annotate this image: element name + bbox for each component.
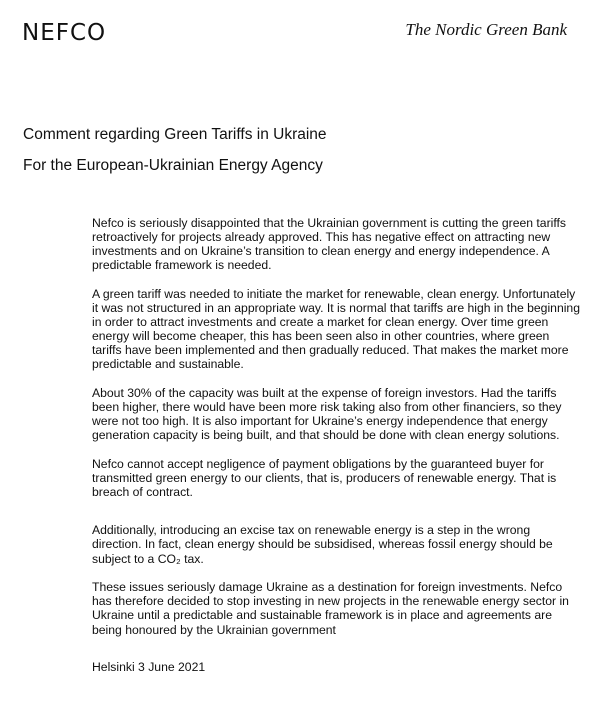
document-subtitle: For the European-Ukrainian Energy Agency [23,157,323,174]
paragraph: These issues seriously damage Ukraine as a destination for foreign investments. Nefco has therefore decided to stop investing in new projects in the renewable energy sector in Ukraine until a predictable and sustainable framework is in place and agreements are being honoured by the Ukrainian government [92,580,569,637]
document-title: Comment regarding Green Tariffs in Ukraine [23,126,327,143]
nefco-logo: NEFCO [22,20,107,46]
paragraph: About 30% of the capacity was built at the expense of foreign investors. Had the tariffs been higher, there would have been more risk taking also from other financiers, so they were not too high. It is also important for Ukraine’s energy independence that energy generation capacity is being built, and that should be done with clean energy solutions. [92,386,562,443]
paragraph: Nefco cannot accept negligence of payment obligations by the guaranteed buyer for transmitted green energy to our clients, that is, producers of renewable energy. That is breach of contract. [92,457,557,500]
paragraph: Nefco is seriously disappointed that the Ukrainian government is cutting the green tariffs retroactively for projects already approved. This has negative effect on attracting new investments and on Ukraine’s transition to clean energy and energy independence. A predictable framework is needed. [92,216,566,273]
paragraph: A green tariff was needed to initiate the market for renewable, clean energy. Unfortunately it was not structured in an appropriate way. It is normal that tariffs are high in the beginning in order to attract investments and create a market for clean energy. Over time green energy will become cheaper, this has been seen also in other countries, where green tariffs have been implemented and then gradually reduced. That makes the market more predictable and sustainable. [92,286,580,372]
tagline: The Nordic Green Bank [405,20,567,39]
signature-line: Helsinki 3 June 2021 [92,659,206,674]
document-body [92,216,580,688]
paragraph: Additionally, introducing an excise tax on renewable energy is a step in the wrong direction. In fact, clean energy should be subsidised, whereas fossil energy should be subject to a CO₂ tax. [92,523,553,566]
